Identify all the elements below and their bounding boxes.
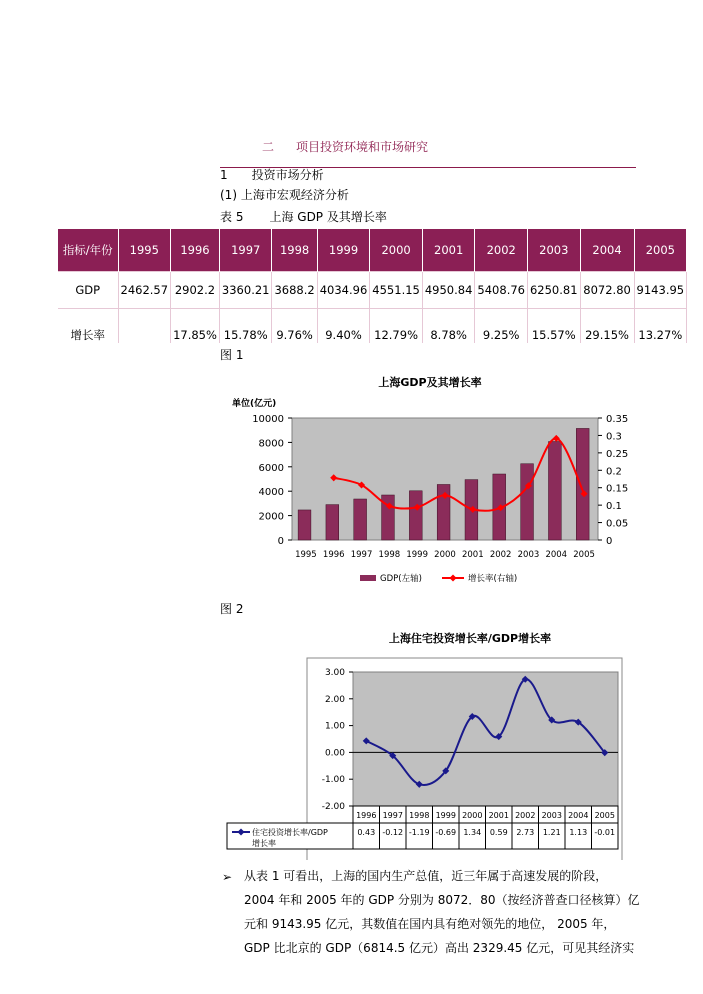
figure1-label: 图 1 (220, 348, 244, 362)
x-axis-tick-label: 2000 (462, 811, 483, 820)
legend-label: 住宅投资增长率/GDP (252, 828, 328, 837)
table-caption-number: 表 5 (220, 210, 244, 224)
table-cell: 4034.96 (317, 272, 370, 309)
x-axis-tick-label: 1999 (406, 550, 429, 560)
housing-investment-ratio-chart (220, 624, 640, 860)
row-label: GDP (58, 272, 118, 309)
table-cell: 2902.2 (171, 272, 220, 309)
y-axis-tick-label: 2.00 (324, 694, 345, 705)
table-header-year: 2004 (580, 229, 634, 272)
table-row-growth (58, 309, 687, 344)
y-axis-tick-label: 0.00 (324, 748, 345, 759)
subsection-heading (220, 166, 324, 183)
table-value: -0.69 (435, 828, 457, 837)
chart-unit-label: 单位(亿元) (232, 399, 277, 409)
left-axis-tick-label: 10000 (252, 414, 284, 425)
gdp-bar (409, 491, 422, 540)
legend-marker-growth (449, 574, 456, 581)
table-cell: 13.27% (634, 309, 687, 344)
right-axis-tick-label: 0.15 (606, 483, 629, 495)
table-cell: 12.79% (370, 309, 423, 344)
table-cell: 15.78% (219, 309, 272, 344)
paragraph-line: 2004 年和 2005 年的 GDP 分别为 8072．80（按经济普查口径核算）亿 (244, 893, 640, 907)
table-header-year: 2003 (527, 229, 580, 272)
plot-area (353, 672, 618, 806)
gdp-bar (437, 484, 450, 540)
table-header-year: 2001 (422, 229, 475, 272)
legend-label-gdp: GDP(左轴) (380, 574, 422, 584)
table-cell: 5408.76 (475, 272, 528, 309)
table-header-year: 2005 (634, 229, 687, 272)
row-label: 增长率 (58, 309, 118, 344)
table-cell: 17.85% (171, 309, 220, 344)
right-axis-tick-label: 0.1 (606, 501, 622, 513)
y-axis-tick-label: -2.00 (321, 802, 345, 812)
paragraph-line: 从表 1 可看出，上海的国内生产总值，近三年属于高速发展的阶段， (244, 869, 608, 883)
table-header-year: 2002 (475, 229, 528, 272)
chart-title: 上海住宅投资增长率/GDP增长率 (388, 632, 552, 645)
table-value: 2.73 (516, 828, 535, 837)
subsection-number: 1 (220, 168, 228, 182)
x-axis-tick-label: 1996 (322, 550, 345, 560)
gdp-table (58, 229, 687, 343)
table-cell: 3360.21 (219, 272, 272, 309)
x-axis-tick-label: 1998 (409, 811, 430, 820)
section-number: 二 (262, 140, 275, 154)
table-cell: 15.57% (527, 309, 580, 344)
x-axis-tick-label: 1996 (356, 811, 377, 820)
table-cell: 4950.84 (422, 272, 475, 309)
x-axis-tick-label: 2005 (594, 811, 615, 820)
y-axis-tick-label: 3.00 (324, 668, 345, 678)
right-axis-tick-label: 0 (606, 536, 613, 547)
x-axis-tick-label: 2004 (568, 811, 589, 820)
paragraph-line: GDP 比北京的 GDP（6814.5 亿元）高出 2329.45 亿元，可见其经济实 (244, 941, 635, 955)
table-header-year: 1995 (118, 229, 171, 272)
right-axis-tick-label: 0.2 (606, 466, 622, 478)
table-header-year: 2000 (370, 229, 423, 272)
right-axis-tick-label: 0.35 (606, 414, 629, 425)
x-axis-tick-label: 2005 (573, 550, 595, 560)
x-axis-tick-label: 1997 (350, 550, 373, 560)
table-value: -1.19 (408, 828, 430, 837)
x-axis-tick-label: 2002 (489, 550, 512, 560)
y-axis-tick-label: 1.00 (324, 721, 345, 732)
left-axis-tick-label: 8000 (258, 438, 284, 450)
section-heading (262, 138, 428, 155)
gdp-bar (521, 464, 534, 540)
table-cell: 29.15% (580, 309, 634, 344)
table-cell: 6250.81 (527, 272, 580, 309)
table-header-year: 1998 (272, 229, 317, 272)
gdp-bar (298, 510, 311, 540)
table-header-year: 1997 (219, 229, 272, 272)
x-axis-tick-label: 1999 (435, 811, 456, 820)
paragraph-line: 元和 9143.95 亿元，其数值在国内具有绝对领先的地位， 2005 年， (244, 917, 616, 931)
table-value: 0.59 (489, 828, 508, 837)
left-axis-tick-label: 0 (277, 536, 284, 547)
gdp-bar (354, 499, 367, 540)
x-axis-tick-label: 2001 (488, 811, 509, 820)
table-cell: 9143.95 (634, 272, 687, 309)
x-axis-tick-label: 2002 (515, 811, 536, 820)
table-cell: 8.78% (422, 309, 475, 344)
table-value: 1.13 (569, 828, 588, 837)
table-header-year: 1999 (317, 229, 370, 272)
table-value: -0.12 (382, 828, 404, 837)
legend-label-growth: 增长率(右轴) (468, 574, 518, 584)
bullet-icon: ➢ (222, 870, 233, 884)
x-axis-tick-label: 1995 (295, 550, 317, 560)
left-axis-tick-label: 2000 (258, 511, 284, 523)
x-axis-tick-label: 2001 (461, 550, 484, 560)
table-value: 1.34 (463, 828, 482, 837)
subsection-title: 投资市场分析 (251, 168, 324, 182)
x-axis-tick-label: 1997 (382, 811, 403, 820)
table-cell: 9.76% (272, 309, 317, 344)
gdp-bar (326, 505, 339, 540)
table-row-gdp (58, 272, 687, 309)
subsubsection-heading: (1) 上海市宏观经济分析 (220, 188, 349, 202)
table-header-label: 指标/年份 (58, 229, 118, 272)
left-axis-tick-label: 6000 (258, 462, 284, 474)
table-value: 0.43 (357, 828, 376, 837)
table-cell: 4551.15 (370, 272, 423, 309)
x-axis-tick-label: 1998 (378, 550, 401, 560)
table-value: -0.01 (594, 828, 616, 837)
right-axis-tick-label: 0.25 (606, 448, 629, 460)
legend-label: 增长率 (252, 839, 276, 848)
x-axis-tick-label: 2000 (434, 550, 456, 560)
table-cell: 9.40% (317, 309, 370, 344)
table-header-row (58, 229, 687, 272)
table-cell (118, 309, 171, 344)
table-cell: 2462.57 (118, 272, 171, 309)
gdp-growth-chart (220, 366, 640, 596)
table-header-year: 1996 (171, 229, 220, 272)
section-title: 项目投资环境和市场研究 (296, 140, 429, 154)
x-axis-tick-label: 2003 (517, 550, 540, 560)
chart-title: 上海GDP及其增长率 (378, 376, 482, 389)
table-value: 1.21 (542, 828, 561, 837)
figure2-label: 图 2 (220, 602, 244, 616)
table-caption (220, 208, 387, 225)
x-axis-tick-label: 2003 (541, 811, 562, 820)
y-axis-tick-label: -1.00 (321, 775, 345, 786)
table-cell: 9.25% (475, 309, 528, 344)
table-caption-title: 上海 GDP 及其增长率 (269, 210, 387, 224)
table-cell: 8072.80 (580, 272, 634, 309)
legend-swatch-gdp (360, 575, 376, 581)
right-axis-tick-label: 0.3 (606, 431, 622, 443)
left-axis-tick-label: 4000 (258, 487, 284, 499)
x-axis-tick-label: 2004 (545, 550, 568, 560)
table-cell: 3688.2 (272, 272, 317, 309)
gdp-bar (548, 442, 561, 540)
right-axis-tick-label: 0.05 (606, 518, 629, 530)
gdp-bar (576, 428, 589, 540)
